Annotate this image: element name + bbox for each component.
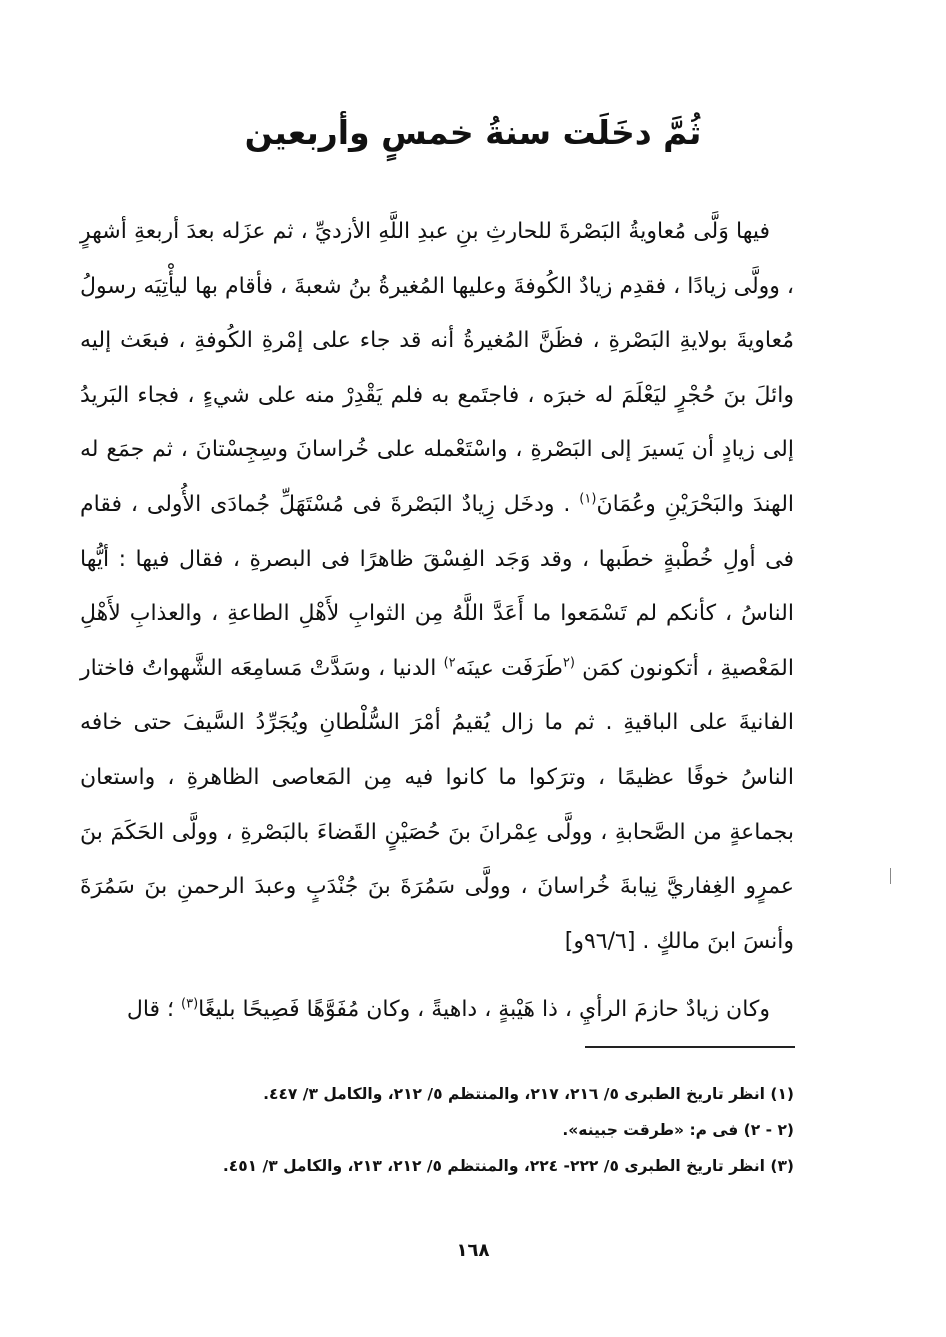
page-number: ١٦٨ [456,1240,490,1261]
paragraph-1 [80,205,794,969]
margin-mark [890,868,891,884]
chapter-heading: ثُمَّ دخَلَت سنةُ خمسٍ وأربعين [244,113,702,152]
paragraph-1-text-3: طَرَفَت عينَه [455,655,563,681]
footnote-divider [585,1046,795,1048]
manuscript-page-reference: [٩٦/٦و] [564,928,643,954]
footnote-marker-1: (١) [579,491,597,507]
footnote-3: (٣) انظر تاريخ الطبرى ٥/ ٢٢٢- ٢٢٤، والمنتظم ٥/ ٢١٢، ٢١٣، والكامل ٣/ ٤٥١. [222,1157,794,1175]
footnote-marker-2-close: ٢) [443,655,456,671]
paragraph-2-text-2: ؛ قال [126,997,182,1023]
paragraph-2-text-1: وكان زيادٌ حازمَ الرأيِ ، ذا هَيْبةٍ ، داهيةً ، وكان مُفَوَّهًا فَصِيحًا بليغًا [198,997,770,1023]
paragraph-1-text-4: الدنيا ، وسَدَّتْ مَسامِعَه الشَّهواتُ فاختار الفانيةَ على الباقيةِ . ثم ما زال يُقيمُ أمْرَ السُّلْطانِ ويُجَرِّدُ السَّيفَ حتى خافه الناسُ خوفًا عظيمًا ، وترَكوا ما كانوا فيه مِن المَعاصى الظاهرةِ ، واستعان بجماعةٍ من الصَّحابةِ ، وولَّى عِمْرانَ بنَ حُصَيْنٍ القَضاءَ بالبَصْرةِ ، وولَّى الحَكَمَ بنَ عمرٍو الغِفاريَّ نِيابةَ خُراسانَ ، وولَّى سَمُرَةَ بنَ جُنْدَبٍ وعبدَ الرحمنِ بنَ سَمُرَةَ وأنسَ ابنَ مالكٍ . [80,655,794,954]
footnote-marker-2-open: (٢ [562,655,575,671]
paragraph-1-text-2: . ودخَل زِيادٌ البَصْرةَ فى مُسْتَهَلِّ جُمادَى الأُولى ، فقام فى أولِ خُطْبةٍ خطَبها ، وقد وَجَد الفِسْقَ ظاهرًا فى البصرةِ ، فقال فيها : أيُّها الناسُ ، كأنكم لم تَسْمَعوا ما أَعَدَّ اللَّهُ مِن الثوابِ لأَهْلِ الطاعةِ ، والعذابِ لأَهْلِ المَعْصيةِ ، أتكونون كمَن [80,491,794,681]
paragraph-1-text-1: فيها وَلَّى مُعاويةُ البَصْرةَ للحارثِ بنِ عبدِ اللَّهِ الأزديِّ ، ثم عزَله بعدَ أربعةِ أشهرٍ ، وولَّى زيادًا ، فقدِم زيادٌ الكُوفةَ وعليها المُغيرةُ بنُ شعبةَ ، فأقام بها ليأْتِيَه رسولُ مُعاويةَ بولايةِ البَصْرةِ ، فظَنَّ المُغيرةُ أنه قد جاء على إمْرةِ الكُوفةِ ، فبعَث إليه وائلَ بنَ حُجْرٍ ليَعْلَمَ له خبرَه ، فاجتَمع به فلم يَقْدِرْ منه على شيءٍ ، فجاء البَريدُ إلى زيادٍ أن يَسيرَ إلى البَصْرةِ ، واسْتَعْمله على خُراسانَ وسِجِسْتانَ ، ثم جمَع له الهندَ والبَحْرَيْنِ وعُمَانَ [80,219,795,517]
paragraph-2 [80,983,794,1038]
footnote-2: (٢ - ٢) فى م: «طرقت جبينه». [562,1121,794,1139]
footnotes [80,1076,794,1184]
footnote-marker-3: (٣) [181,996,199,1012]
main-text [80,205,794,1038]
footnote-1: (١) انظر تاريخ الطبرى ٥/ ٢١٦، ٢١٧، والمنتظم ٥/ ٢١٢، والكامل ٣/ ٤٤٧. [263,1085,794,1103]
